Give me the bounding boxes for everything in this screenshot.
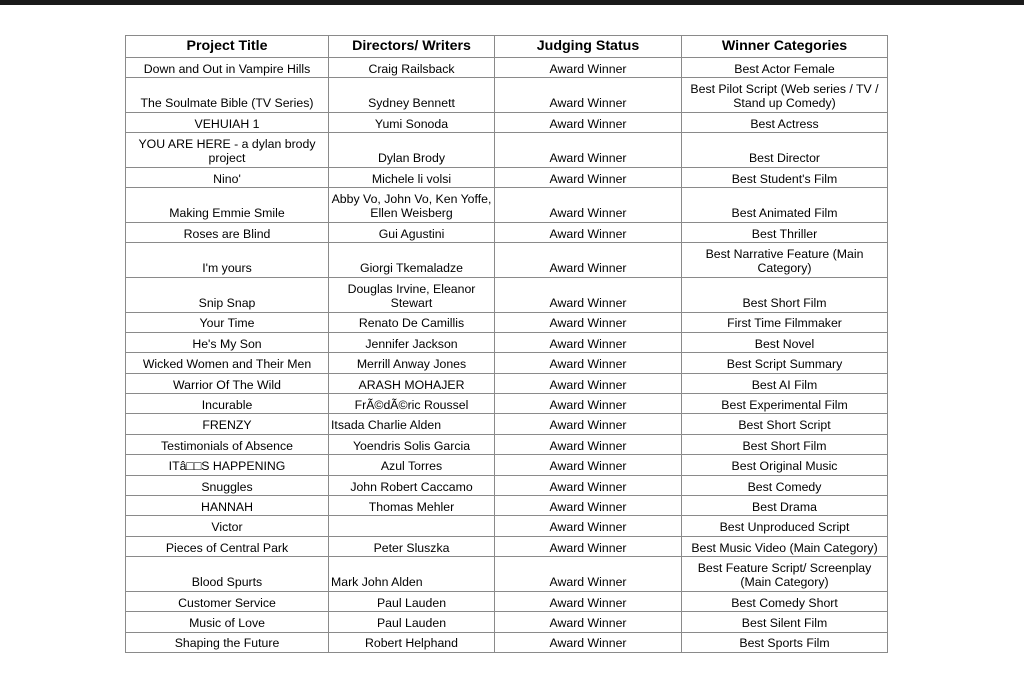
project-title-cell: Nino' <box>126 167 329 187</box>
header-project-title: Project Title <box>126 36 329 58</box>
winner-category-cell: Best Silent Film <box>682 612 888 632</box>
director-cell: FrÃ©dÃ©ric Roussel <box>329 394 495 414</box>
judging-status-cell: Award Winner <box>495 434 682 454</box>
project-title-cell: Down and Out in Vampire Hills <box>126 58 329 78</box>
table-row <box>126 112 888 132</box>
judging-status-cell: Award Winner <box>495 133 682 168</box>
project-title-cell: Testimonials of Absence <box>126 434 329 454</box>
winner-category-cell: Best Student's Film <box>682 167 888 187</box>
table-row <box>126 434 888 454</box>
project-title-cell: Blood Spurts <box>126 557 329 592</box>
winner-category-cell: Best Music Video (Main Category) <box>682 536 888 556</box>
winner-category-cell: Best Short Film <box>682 434 888 454</box>
project-title-cell: Customer Service <box>126 591 329 611</box>
table-row <box>126 353 888 373</box>
director-cell: Sydney Bennett <box>329 78 495 113</box>
table-row <box>126 591 888 611</box>
director-cell: Merrill Anway Jones <box>329 353 495 373</box>
director-cell: Craig Railsback <box>329 58 495 78</box>
table-row <box>126 475 888 495</box>
judging-status-cell: Award Winner <box>495 536 682 556</box>
judging-status-cell: Award Winner <box>495 188 682 223</box>
table-row <box>126 332 888 352</box>
director-cell: Renato De Camillis <box>329 312 495 332</box>
judging-status-cell: Award Winner <box>495 112 682 132</box>
header-judging-status: Judging Status <box>495 36 682 58</box>
director-cell: ARASH MOHAJER <box>329 373 495 393</box>
project-title-cell: FRENZY <box>126 414 329 434</box>
header-winner-categories: Winner Categories <box>682 36 888 58</box>
winner-category-cell: Best Actress <box>682 112 888 132</box>
table-row <box>126 536 888 556</box>
table-header <box>126 36 888 58</box>
director-cell: Gui Agustini <box>329 222 495 242</box>
winner-category-cell: Best Pilot Script (Web series / TV / Stand up Comedy) <box>682 78 888 113</box>
table-row <box>126 78 888 113</box>
winner-category-cell: Best Sports Film <box>682 632 888 652</box>
judging-status-cell: Award Winner <box>495 312 682 332</box>
table-row <box>126 222 888 242</box>
project-title-cell: Making Emmie Smile <box>126 188 329 223</box>
judging-status-cell: Award Winner <box>495 332 682 352</box>
project-title-cell: Wicked Women and Their Men <box>126 353 329 373</box>
director-cell <box>329 516 495 536</box>
director-cell: Azul Torres <box>329 455 495 475</box>
project-title-cell: I'm yours <box>126 243 329 278</box>
director-cell: Giorgi Tkemaladze <box>329 243 495 278</box>
judging-status-cell: Award Winner <box>495 373 682 393</box>
project-title-cell: Music of Love <box>126 612 329 632</box>
judging-status-cell: Award Winner <box>495 58 682 78</box>
project-title-cell: Warrior Of The Wild <box>126 373 329 393</box>
project-title-cell: YOU ARE HERE - a dylan brody project <box>126 133 329 168</box>
judging-status-cell: Award Winner <box>495 414 682 434</box>
table-row <box>126 557 888 592</box>
project-title-cell: VEHUIAH 1 <box>126 112 329 132</box>
judging-status-cell: Award Winner <box>495 394 682 414</box>
table-row <box>126 167 888 187</box>
judging-status-cell: Award Winner <box>495 167 682 187</box>
table-row <box>126 632 888 652</box>
project-title-cell: Victor <box>126 516 329 536</box>
winner-category-cell: Best Feature Script/ Screenplay (Main Category) <box>682 557 888 592</box>
project-title-cell: Snuggles <box>126 475 329 495</box>
header-row <box>126 36 888 58</box>
director-cell: Yoendris Solis Garcia <box>329 434 495 454</box>
winner-category-cell: Best Thriller <box>682 222 888 242</box>
project-title-cell: Incurable <box>126 394 329 414</box>
director-cell: Yumi Sonoda <box>329 112 495 132</box>
winner-category-cell: Best Narrative Feature (Main Category) <box>682 243 888 278</box>
header-directors-writers: Directors/ Writers <box>329 36 495 58</box>
table-row <box>126 414 888 434</box>
judging-status-cell: Award Winner <box>495 475 682 495</box>
table-row <box>126 243 888 278</box>
project-title-cell: Your Time <box>126 312 329 332</box>
director-cell: Mark John Alden <box>329 557 495 592</box>
judging-status-cell: Award Winner <box>495 591 682 611</box>
judging-status-cell: Award Winner <box>495 496 682 516</box>
director-cell: Abby Vo, John Vo, Ken Yoffe, Ellen Weisberg <box>329 188 495 223</box>
winner-category-cell: Best Short Script <box>682 414 888 434</box>
project-title-cell: The Soulmate Bible (TV Series) <box>126 78 329 113</box>
winner-category-cell: Best Actor Female <box>682 58 888 78</box>
judging-status-cell: Award Winner <box>495 243 682 278</box>
director-cell: Itsada Charlie Alden <box>329 414 495 434</box>
winner-category-cell: Best Experimental Film <box>682 394 888 414</box>
judging-status-cell: Award Winner <box>495 612 682 632</box>
project-title-cell: Snip Snap <box>126 277 329 312</box>
judging-status-cell: Award Winner <box>495 277 682 312</box>
table-row <box>126 188 888 223</box>
winner-category-cell: First Time Filmmaker <box>682 312 888 332</box>
director-cell: Peter Sluszka <box>329 536 495 556</box>
judging-status-cell: Award Winner <box>495 632 682 652</box>
project-title-cell: Shaping the Future <box>126 632 329 652</box>
winner-category-cell: Best Animated Film <box>682 188 888 223</box>
winner-category-cell: Best Drama <box>682 496 888 516</box>
director-cell: Michele li volsi <box>329 167 495 187</box>
director-cell: John Robert Caccamo <box>329 475 495 495</box>
judging-status-cell: Award Winner <box>495 353 682 373</box>
table-row <box>126 373 888 393</box>
winners-table <box>125 35 888 653</box>
table-row <box>126 496 888 516</box>
winner-category-cell: Best Unproduced Script <box>682 516 888 536</box>
project-title-cell: ITâ□□S HAPPENING <box>126 455 329 475</box>
winner-category-cell: Best Original Music <box>682 455 888 475</box>
table-row <box>126 455 888 475</box>
project-title-cell: He's My Son <box>126 332 329 352</box>
table-body <box>126 58 888 653</box>
winner-category-cell: Best Short Film <box>682 277 888 312</box>
judging-status-cell: Award Winner <box>495 516 682 536</box>
project-title-cell: HANNAH <box>126 496 329 516</box>
table-row <box>126 394 888 414</box>
judging-status-cell: Award Winner <box>495 557 682 592</box>
winner-category-cell: Best Comedy Short <box>682 591 888 611</box>
director-cell: Jennifer Jackson <box>329 332 495 352</box>
project-title-cell: Pieces of Central Park <box>126 536 329 556</box>
judging-status-cell: Award Winner <box>495 222 682 242</box>
director-cell: Robert Helphand <box>329 632 495 652</box>
director-cell: Paul Lauden <box>329 591 495 611</box>
winner-category-cell: Best Novel <box>682 332 888 352</box>
table-row <box>126 312 888 332</box>
director-cell: Paul Lauden <box>329 612 495 632</box>
director-cell: Douglas Irvine, Eleanor Stewart <box>329 277 495 312</box>
table-row <box>126 612 888 632</box>
top-bar <box>0 0 1024 5</box>
winners-table-container <box>125 35 887 653</box>
winner-category-cell: Best Script Summary <box>682 353 888 373</box>
director-cell: Thomas Mehler <box>329 496 495 516</box>
judging-status-cell: Award Winner <box>495 78 682 113</box>
table-row <box>126 58 888 78</box>
table-row <box>126 277 888 312</box>
director-cell: Dylan Brody <box>329 133 495 168</box>
winner-category-cell: Best Director <box>682 133 888 168</box>
judging-status-cell: Award Winner <box>495 455 682 475</box>
project-title-cell: Roses are Blind <box>126 222 329 242</box>
table-row <box>126 516 888 536</box>
table-row <box>126 133 888 168</box>
winner-category-cell: Best AI Film <box>682 373 888 393</box>
winner-category-cell: Best Comedy <box>682 475 888 495</box>
